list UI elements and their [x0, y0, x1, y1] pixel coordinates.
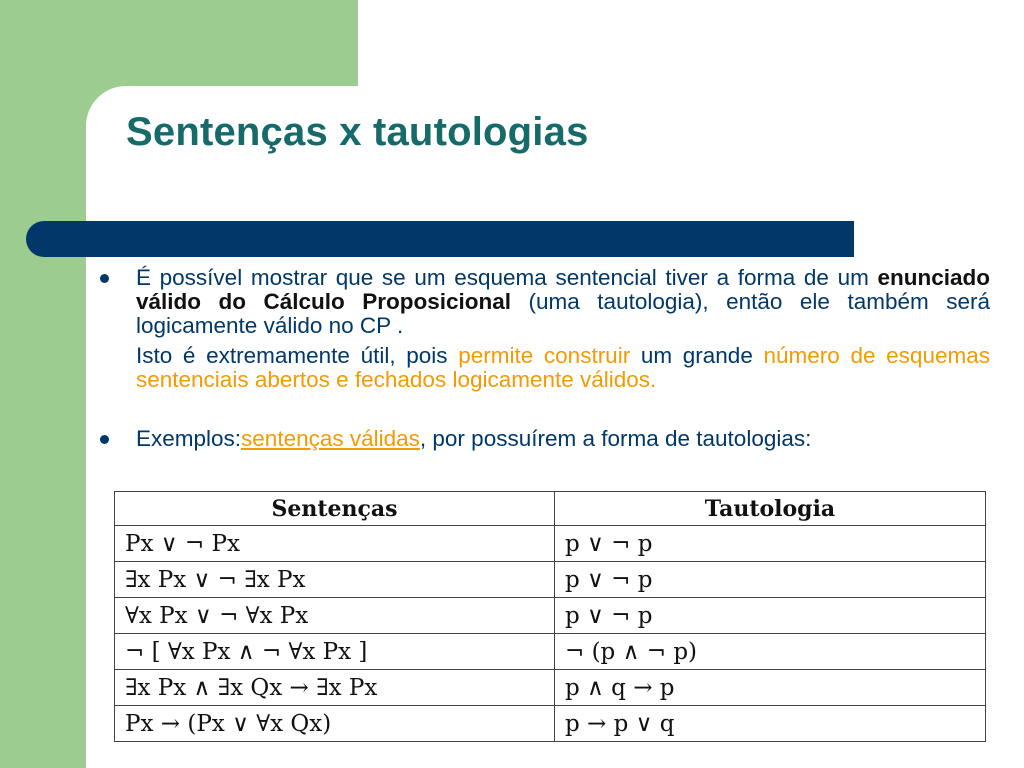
text-segment: (uma tautologia), então ele também será logicamente válido no CP .	[136, 289, 990, 338]
table-row	[115, 634, 986, 670]
sentence-cell: Px ∨ ¬ Px	[115, 526, 555, 562]
table-row	[115, 562, 986, 598]
slide-body	[100, 266, 990, 451]
sentence-cell: ∀x Px ∨ ¬ ∀x Px	[115, 598, 555, 634]
bullet-paragraph-1	[136, 266, 990, 338]
table-header-row	[115, 492, 986, 526]
tautology-cell: p ∨ ¬ p	[555, 598, 986, 634]
tautology-cell: p ∨ ¬ p	[555, 526, 986, 562]
sub-paragraph	[136, 344, 990, 392]
table-row	[115, 598, 986, 634]
table-row	[115, 526, 986, 562]
text-segment: um grande	[630, 343, 764, 368]
bullet-dot-icon	[100, 435, 109, 444]
tautology-cell: p ∨ ¬ p	[555, 562, 986, 598]
column-header-sentences: Sentenças	[115, 492, 555, 526]
tautology-cell: p ∧ q → p	[555, 670, 986, 706]
text-segment: Isto é extremamente útil, pois	[136, 343, 459, 368]
text-segment: Exemplos:	[136, 426, 242, 451]
text-segment: É possível mostrar que se um esquema sentencial tiver a forma de um	[136, 265, 878, 290]
bullet-paragraph-2	[136, 427, 990, 451]
sentence-cell: ¬ [ ∀x Px ∧ ¬ ∀x Px ]	[115, 634, 555, 670]
tautology-table	[114, 491, 986, 742]
highlight-text: número de esquemas sentenciais abertos e fechados logicamente válidos.	[136, 343, 990, 392]
sentence-cell: ∃x Px ∧ ∃x Qx → ∃x Px	[115, 670, 555, 706]
sentence-cell: Px → (Px ∨ ∀x Qx)	[115, 706, 555, 742]
table-row	[115, 706, 986, 742]
highlight-link-text: sentenças válidas	[241, 426, 420, 451]
bullet-dot-icon	[100, 274, 109, 283]
sentence-cell: ∃x Px ∨ ¬ ∃x Px	[115, 562, 555, 598]
bold-term: enunciado válido do Cálculo Proposicional	[136, 265, 990, 314]
tautology-cell: ¬ (p ∧ ¬ p)	[555, 634, 986, 670]
text-segment: , por possuírem a forma de tautologias:	[419, 426, 812, 451]
column-header-tautology: Tautologia	[555, 492, 986, 526]
table-row	[115, 670, 986, 706]
highlight-text: permite construir	[458, 343, 631, 368]
slide-title: Sentenças x tautologias	[126, 110, 589, 154]
tautology-cell: p → p ∨ q	[555, 706, 986, 742]
title-underline-bar	[26, 221, 854, 257]
